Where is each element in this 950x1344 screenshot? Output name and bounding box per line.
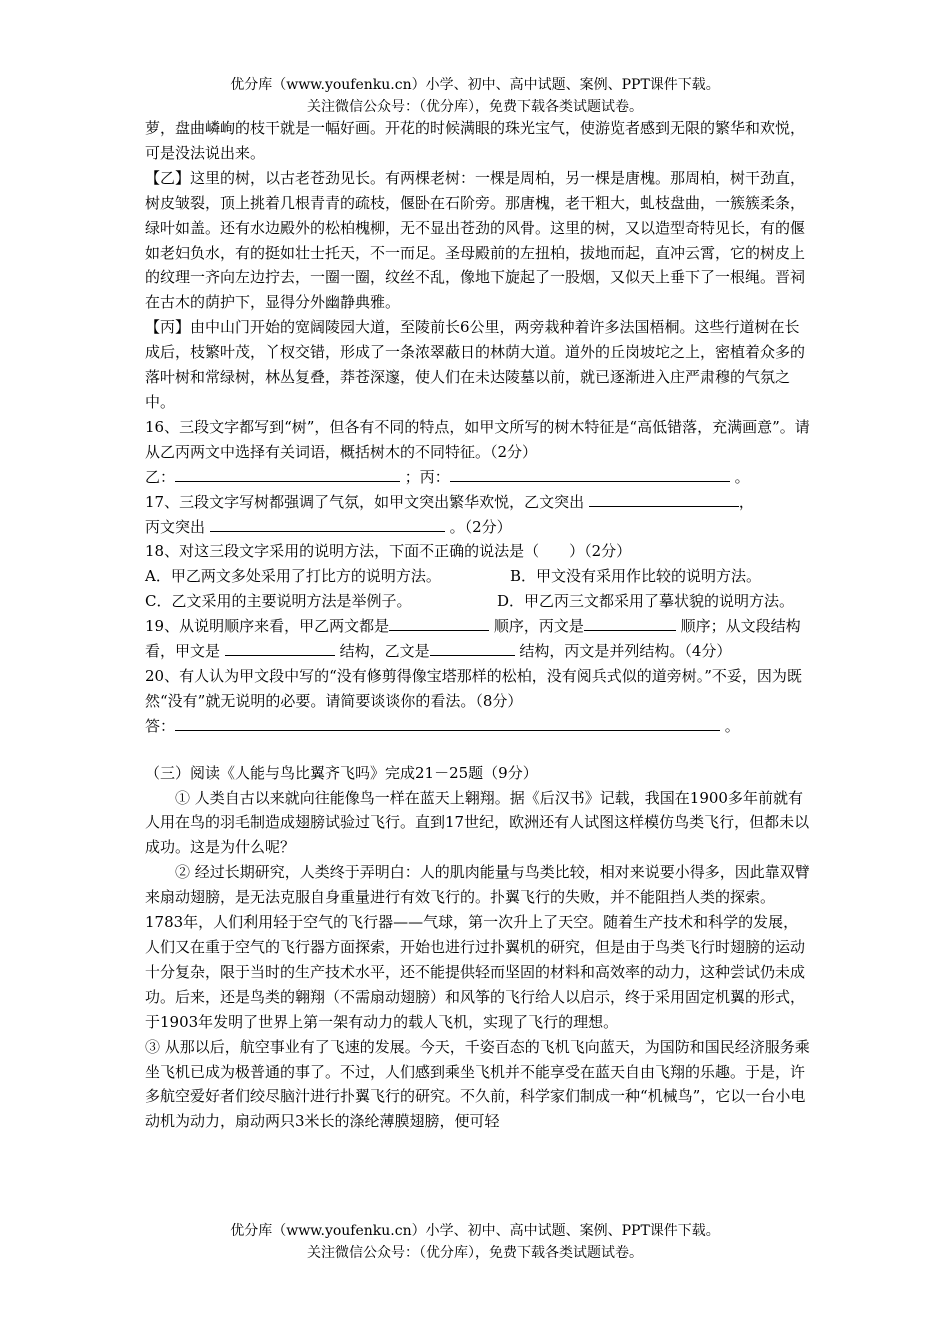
q18-options-row-2 — [145, 589, 813, 614]
q19-blank-1[interactable] — [389, 615, 489, 631]
question-20: 20、有人认为甲文段中写的“没有修剪得像宝塔那样的松柏，没有阅兵式似的道旁树。”不妥，因为既然“没有”就无说明的必要。请简要谈谈你的看法。（8分） — [145, 666, 802, 710]
q19-part-3: 顺序；从文段结构看，甲文是 — [145, 617, 801, 661]
passage-yi: 【乙】这里的树，以古老苍劲见长。有两棵老树：一棵是周柏，另一棵是唐槐。那周柏，树干劲直，树皮皱裂，顶上挑着几根青青的疏枝，偃卧在石阶旁。那唐槐，老干粗大，虬枝盘曲，一簇簇柔条，绿叶如盖。还有水边殿外的松柏槐柳，无不显出苍劲的风骨。这里的树，又以造型奇特见长，有的偃如老妇负水，有的挺如壮士托天，不一而足。圣母殿前的左扭柏，拔地而起，直冲云霄，它的树皮上的纹理一齐向左边拧去，一圈一圈，纹丝不乱，像地下旋起了一股烟，又似天上垂下了一根绳。晋祠在古木的荫护下，显得分外幽静典雅。 — [145, 168, 806, 312]
footer-line-1: 优分库（www.youfenku.cn）小学、初中、高中试题、案例、PPT课件下载。 — [230, 1223, 720, 1239]
question-19 — [145, 614, 813, 664]
q18-option-a: A．甲乙两文多处采用了打比方的说明方法。 — [145, 567, 441, 586]
question-20-answer-line — [145, 714, 813, 739]
q18-option-c: C．乙文采用的主要说明方法是举例子。 — [145, 592, 412, 611]
question-16: 16、三段文字都写到“树”，但各有不同的特点，如甲文所写的树木特征是“高低错落，充满画意”。请从乙丙两文中选择有关词语，概括树木的不同特征。（2分） — [145, 417, 810, 461]
q19-part-1: 19、从说明顺序来看，甲乙两文都是 — [145, 617, 390, 636]
q16-yi-blank[interactable] — [175, 466, 400, 482]
q20-end: 。 — [724, 716, 740, 735]
q19-part-2: 顺序，丙文是 — [493, 617, 584, 636]
q17-comma: ， — [738, 492, 754, 511]
q19-blank-3[interactable] — [225, 640, 335, 656]
q17-text-1: 17、三段文字写树都强调了气氛，如甲文突出繁华欢悦，乙文突出 — [145, 492, 585, 511]
question-18: 18、对这三段文字采用的说明方法，下面不正确的说法是（ ）（2分） — [145, 542, 632, 561]
q16-bing-label: ；丙： — [404, 467, 450, 486]
footer-line-2: 关注微信公众号：（优分库），免费下载各类试题试卷。 — [307, 1245, 643, 1261]
q17-blank-2[interactable] — [210, 516, 445, 532]
section-3-title: （三）阅读《人能与鸟比翼齐飞吗》完成21－25题（9分） — [145, 763, 538, 782]
q19-part-5: 结构，丙文是并列结构。（4分） — [519, 642, 732, 661]
q18-options-row-1 — [145, 564, 813, 589]
q19-blank-4[interactable] — [430, 640, 515, 656]
passage-bing: 【丙】由中山门开始的宽阔陵园大道，至陵前长6公里，两旁栽种着许多法国梧桐。这些行道树在长成后，枝繁叶茂，丫杈交错，形成了一条浓翠蔽日的林荫大道。道外的丘岗坡坨之上，密植着众多的落叶树和常绿树，林丛复叠，莽苍深邃，使人们在未达陵墓以前，就已逐渐进入庄严肃穆的气氛之中。 — [145, 318, 806, 411]
header-line-2: 关注微信公众号：（优分库），免费下载各类试题试卷。 — [307, 99, 643, 115]
q17-text-2: 丙文突出 — [145, 517, 206, 536]
q17-blank-1[interactable] — [589, 491, 739, 507]
q19-blank-2[interactable] — [584, 615, 676, 631]
q16-yi-label: 乙： — [145, 467, 176, 486]
passage-jia-tail: 萝，盘曲嶙峋的枝干就是一幅好画。开花的时候满眼的珠光宝气，使游览者感到无限的繁华和欢悦，可是没法说出来。 — [145, 119, 806, 162]
page-footer — [0, 1220, 950, 1264]
section-gap — [145, 739, 813, 761]
q20-answer-label: 答： — [145, 716, 176, 735]
q16-end: 。 — [734, 467, 750, 486]
q18-option-b: B．甲文没有采用作比较的说明方法。 — [510, 567, 762, 586]
header-line-1: 优分库（www.youfenku.cn）小学、初中、高中试题、案例、PPT课件下载。 — [230, 77, 720, 93]
section-3-paragraph-1: ① 人类自古以来就向往能像鸟一样在蓝天上翱翔。据《后汉书》记载，我国在1900多年前就有人用在鸟的羽毛制造成翅膀试验过飞行。直到17世纪，欧洲还有人试图这样模仿鸟类飞行，但都未以成功。这是为什么呢？ — [145, 788, 810, 857]
page-header — [0, 74, 950, 118]
document-body — [145, 116, 813, 1134]
q16-bing-blank[interactable] — [450, 466, 730, 482]
q17-end: 。（2分） — [449, 517, 512, 536]
q18-option-d: D．甲乙丙三文都采用了摹状貌的说明方法。 — [497, 592, 795, 611]
section-3-paragraph-3: ③ 从那以后，航空事业有了飞速的发展。今天，千姿百态的飞机飞向蓝天，为国防和国民经济服务乘坐飞机已成为极普通的事了。不过，人们感到乘坐飞机并不能享受在蓝天自由飞翔的乐趣。于是，许多航空爱好者们绞尽脑汁进行扑翼飞行的研究。不久前，科学家们制成一种“机械鸟”，它以一台小电动机为动力，扇动两只3米长的涤纶薄膜翅膀，便可轻 — [145, 1037, 810, 1131]
q20-answer-blank[interactable] — [175, 715, 720, 731]
question-16-answer-line — [145, 465, 813, 490]
q19-part-4: 结构，乙文是 — [339, 642, 430, 661]
question-17 — [145, 490, 813, 540]
section-3-paragraph-2: ② 经过长期研究，人类终于弄明白：人的肌肉能量与鸟类比较，相对来说要小得多，因此靠双臂来扇动翅膀，是无法克服自身重量进行有效飞行的。扑翼飞行的失败，并不能阻挡人类的探索。1783年，人们利用轻于空气的飞行器——气球，第一次升上了天空。随着生产技术和科学的发展，人们又在重于空气的飞行器方面探索，开始也进行过扑翼机的研究，但是由于鸟类飞行时翅膀的运动十分复杂，限于当时的生产技术水平，还不能提供轻而坚固的材料和高效率的动力，这种尝试仍未成功。后来，还是鸟类的翱翔（不需扇动翅膀）和风筝的飞行给人以启示，终于采用固定机翼的形式，于1903年发明了世界上第一架有动力的载人飞机，实现了飞行的理想。 — [145, 863, 810, 1031]
